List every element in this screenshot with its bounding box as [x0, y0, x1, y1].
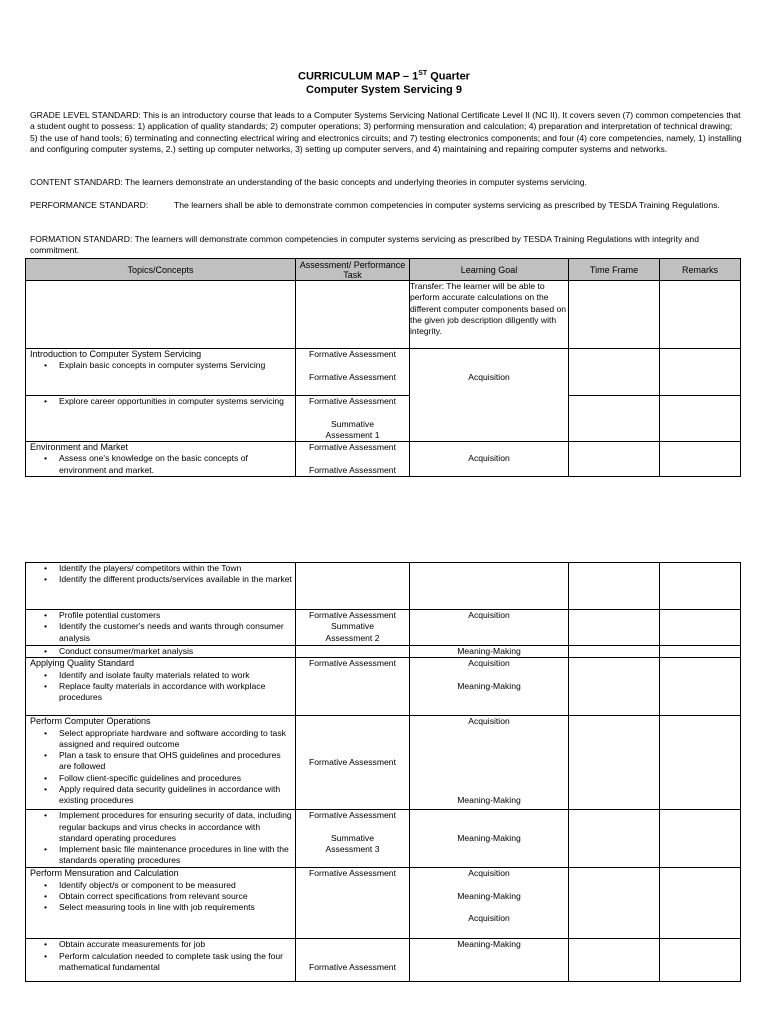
list-item: • Identify object/s or component to be measured [59, 880, 295, 891]
header-assessment: Assessment/ Performance Task [296, 259, 410, 281]
list-item: • Identify the different products/services available in the market [59, 574, 295, 585]
formation-standard [30, 234, 742, 257]
topic-cell [26, 610, 296, 646]
table-row [26, 646, 741, 658]
header-time-frame: Time Frame [569, 259, 660, 281]
list-item: • Identify and isolate faulty materials related to work [59, 670, 295, 681]
table-row [26, 868, 741, 939]
assessment-cell [296, 939, 410, 982]
remarks-cell [660, 646, 741, 658]
assessment-text: Formative Assessment [309, 464, 396, 475]
time-frame-cell [569, 349, 660, 396]
assessment-text: Formative Assessment [309, 610, 396, 620]
list-item: • Obtain correct specifications from relevant source [59, 891, 295, 902]
time-frame-cell [569, 646, 660, 658]
list-item: • Implement procedures for ensuring security of data, including regular backups and virus checks in accordance with standard operating procedures [59, 810, 295, 844]
remarks-cell [660, 396, 741, 442]
learning-goal-cell [410, 868, 569, 939]
learning-goal-text: Meaning-Making [457, 832, 521, 843]
table-header-row [26, 259, 741, 281]
topic-cell [26, 646, 296, 658]
remarks-cell [660, 610, 741, 646]
remarks-cell [660, 281, 741, 349]
curriculum-table-1 [25, 258, 741, 477]
list-item: • Replace faulty materials in accordance with workplace procedures [59, 681, 295, 704]
remarks-cell [660, 349, 741, 396]
learning-goal-cell [410, 810, 569, 868]
learning-goal-text: Acquisition [468, 371, 510, 382]
remarks-cell [660, 658, 741, 716]
learning-goal-cell [410, 716, 569, 810]
remarks-cell [660, 716, 741, 810]
learning-goal-text: Meaning-Making [457, 646, 521, 656]
learning-goal-text: Acquisition [468, 716, 510, 727]
table-row [26, 658, 741, 716]
learning-goal-text: Acquisition [468, 868, 510, 879]
assessment-cell [296, 646, 410, 658]
learning-goal-cell [410, 442, 569, 477]
topic-environment-market: Environment and Market [30, 442, 129, 453]
learning-goal-text: Meaning-Making [457, 680, 521, 691]
topic-intro-css: Introduction to Computer System Servicing [30, 349, 202, 359]
table-row [26, 396, 741, 442]
time-frame-cell [569, 610, 660, 646]
assessment-text: Summative Assessment 3 [325, 832, 380, 855]
remarks-cell [660, 939, 741, 982]
assessment-text: Formative Assessment [309, 349, 396, 359]
assessment-text: Formative Assessment [309, 371, 396, 382]
table-row [26, 716, 741, 810]
table-row [26, 281, 741, 349]
time-frame-cell [569, 939, 660, 982]
topic-cell [26, 396, 296, 442]
table-row [26, 563, 741, 610]
assessment-text: Formative Assessment [309, 868, 396, 879]
assessment-cell [296, 442, 410, 477]
topic-computer-operations: Perform Computer Operations [30, 716, 151, 727]
learning-goal-text: Acquisition [468, 913, 510, 924]
learning-goal-text: Acquisition [468, 658, 510, 669]
page-subtitle: Computer System Servicing 9 [306, 84, 462, 96]
time-frame-cell [569, 442, 660, 477]
list-item: • Profile potential customers [59, 610, 295, 621]
learning-goal-cell [410, 610, 569, 646]
performance-standard [30, 200, 742, 211]
learning-goal-text: Meaning-Making [457, 939, 521, 950]
remarks-cell [660, 563, 741, 610]
topic-cell [26, 868, 296, 939]
performance-standard-label: PERFORMANCE STANDARD: [30, 200, 149, 210]
topic-cell [26, 716, 296, 810]
time-frame-cell [569, 716, 660, 810]
table-row [26, 442, 741, 477]
assessment-text: Formative Assessment [309, 810, 396, 821]
time-frame-cell [569, 396, 660, 442]
time-frame-cell [569, 810, 660, 868]
header-remarks: Remarks [660, 259, 741, 281]
topic-cell [26, 563, 296, 610]
table-row [26, 939, 741, 982]
list-item: • Perform calculation needed to complete task using the four mathematical fundamental [59, 951, 295, 974]
topic-cell [26, 349, 296, 396]
table-row [26, 810, 741, 868]
remarks-cell [660, 810, 741, 868]
assessment-text: Formative Assessment [309, 396, 396, 406]
list-item: • Plan a task to ensure that OHS guidelines and procedures are followed [59, 750, 295, 773]
assessment-cell [296, 610, 410, 646]
topic-quality-standard: Applying Quality Standard [30, 658, 135, 669]
learning-goal-text: Acquisition [468, 453, 510, 464]
time-frame-cell [569, 868, 660, 939]
assessment-text: Summative Assessment 2 [325, 621, 380, 643]
assessment-cell [296, 349, 410, 396]
topic-cell [26, 658, 296, 716]
topic-cell [26, 281, 296, 349]
time-frame-cell [569, 658, 660, 716]
list-item: • Select measuring tools in line with job requirements [59, 902, 295, 913]
topic-cell [26, 810, 296, 868]
list-item: • Obtain accurate measurements for job [59, 939, 295, 950]
list-item: • Explore career opportunities in computer systems servicing [59, 396, 295, 407]
assessment-text: Formative Assessment [309, 962, 396, 972]
assessment-text: Formative Assessment [309, 658, 396, 669]
formation-standard-label: FORMATION STANDARD: [30, 234, 133, 244]
content-standard: CONTENT STANDARD: The learners demonstrate an understanding of the basic concepts and underlying theories in computer systems servicing. [30, 177, 587, 187]
assessment-cell [296, 658, 410, 716]
table-row [26, 349, 741, 396]
list-item: • Assess one's knowledge on the basic concepts of environment and market. [59, 453, 295, 476]
list-item: • Apply required data security guidelines in accordance with existing procedures [59, 784, 295, 807]
assessment-text: Formative Assessment [309, 757, 396, 768]
table-row [26, 610, 741, 646]
formation-standard-text: The learners will demonstrate common competencies in computer systems servicing as prescribed by TESDA Training Regulations with integrity and commitment. [30, 234, 699, 256]
list-item: • Select appropriate hardware and software according to task assigned and required outcome [59, 728, 295, 751]
topic-cell [26, 939, 296, 982]
assessment-cell [296, 281, 410, 349]
topic-mensuration: Perform Mensuration and Calculation [30, 868, 179, 879]
learning-goal-text: Meaning-Making [457, 890, 521, 901]
page-title: CURRICULUM MAP – 1ST Quarter [298, 70, 470, 83]
learning-goal-cell [410, 646, 569, 658]
list-item: • Conduct consumer/market analysis [59, 646, 295, 657]
topic-cell [26, 442, 296, 477]
assessment-text: Formative Assessment [309, 442, 396, 453]
list-item: • Implement basic file maintenance procedures in line with the standards operating procedures [59, 844, 295, 867]
list-item: • Identify the customer's needs and wants through consumer analysis [59, 621, 295, 644]
remarks-cell [660, 442, 741, 477]
learning-goal-cell [410, 658, 569, 716]
assessment-cell [296, 563, 410, 610]
learning-goal-text: Meaning-Making [457, 795, 521, 806]
list-item: • Explain basic concepts in computer systems Servicing [59, 360, 295, 371]
learning-goal-cell [410, 349, 569, 442]
time-frame-cell [569, 563, 660, 610]
transfer-goal: Transfer: The learner will be able to perform accurate calculations on the different computer components based on the given job description diligently with integrity. [410, 281, 569, 349]
time-frame-cell [569, 281, 660, 349]
grade-level-standard: GRADE LEVEL STANDARD: This is an introductory course that leads to a Computer Systems Servicing National Certificate Level II (NC II). It covers seven (7) common competencies that a student ought to possess: 1) application of quality standards; 2) computer operations; 3) performing mensuration and calculation; 4) preparation and interpretation of technical drawing; 5) the use of hand tools; 6) terminating and connecting electrical wiring and electronics circuits; and 7) testing electronics components; and four (4) core competencies, namely, 1) installing and configuring computer systems, 2.) setting up computer networks, 3) setting up computer servers, and 4) maintaining and repairing computer systems and networks. [30, 110, 742, 154]
learning-goal-cell [410, 939, 569, 982]
performance-standard-text: The learners shall be able to demonstrate common competencies in computer systems servicing as prescribed by TESDA Training Regulations. [174, 200, 720, 210]
learning-goal-text: Acquisition [468, 610, 510, 620]
curriculum-table-2 [25, 562, 741, 982]
header-learning-goal: Learning Goal [410, 259, 569, 281]
assessment-cell [296, 810, 410, 868]
list-item: • Identify the players/ competitors within the Town [59, 563, 295, 574]
assessment-cell [296, 716, 410, 810]
list-item: • Follow client-specific guidelines and procedures [59, 773, 295, 784]
assessment-text: Summative Assessment 1 [325, 418, 380, 440]
assessment-cell [296, 868, 410, 939]
learning-goal-cell [410, 563, 569, 610]
remarks-cell [660, 868, 741, 939]
header-topics: Topics/Concepts [26, 259, 296, 281]
assessment-cell [296, 396, 410, 442]
